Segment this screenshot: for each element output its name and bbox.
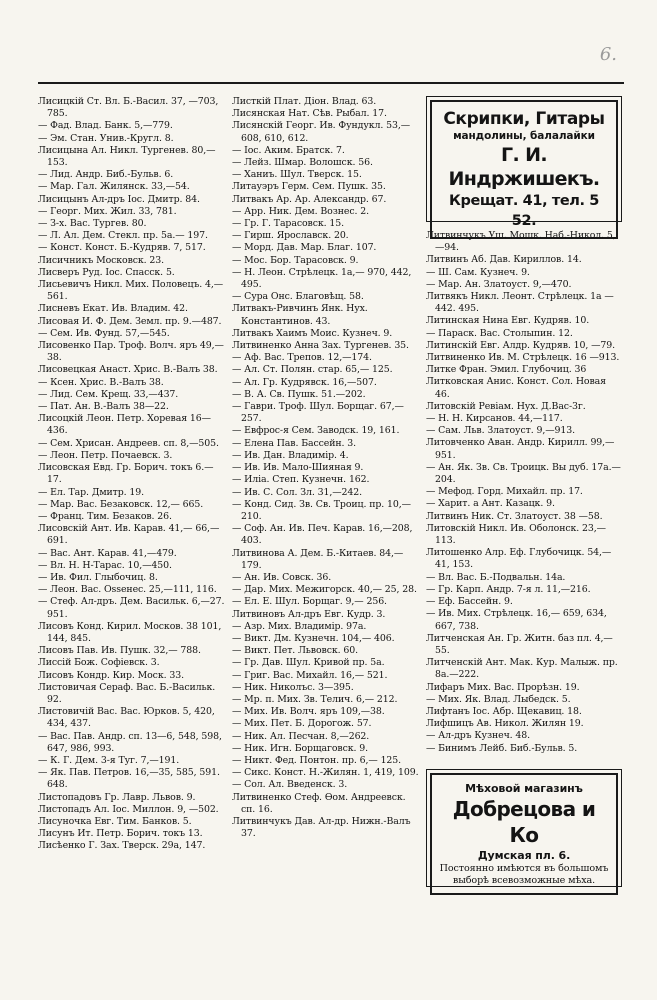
directory-entry: Литченская Ан. Гр. Житн. баз пл. 4,—55.: [426, 632, 613, 656]
directory-entry: — Морд. Дав. Мар. Благ. 107.: [232, 242, 377, 254]
directory-entry: — Сура Онс. Благовѣщ. 58.: [232, 291, 364, 303]
directory-entry: — Георг. Мих. Жил. 33, 781.: [38, 205, 177, 217]
ad-furs-body: Постоянно имѣются въ большомъ выборѣ всевозможные мѣха.: [439, 862, 609, 886]
directory-entry: Литковская Анис. Конст. Сол. Новая 46.: [426, 376, 606, 400]
directory-entry: — Лид. Андр. Биб.-Бульв. 6.: [38, 169, 174, 181]
directory-entry: — Фад. Влад. Банк. 5,—779.: [38, 120, 173, 132]
directory-entry: Лисовъ Пав. Ив. Пушк. 32,— 788.: [38, 645, 201, 657]
directory-entry: Литвякъ Никл. Леонт. Стрѣлецк. 1а —442. 495.: [426, 291, 614, 315]
directory-entry: — Мос. Бор. Тарасовск. 9.: [232, 254, 359, 266]
directory-entry: Лифтанъ Іос. Абр. Щекавиц. 18.: [426, 705, 582, 717]
directory-entry: Лисовъ Кондр. Кир. Моск. 33.: [38, 669, 184, 681]
directory-entry: Лисовскій Ант. Ив. Карав. 41,— 66,—691.: [38, 523, 220, 547]
directory-entry: Литке Фран. Эмил. Глубочиц. 36: [426, 364, 587, 376]
directory-entry: — Григ. Вас. Михайл. 16,— 521.: [232, 669, 388, 681]
directory-entry: Лисицына Ал. Никл. Тургенев. 80,—153.: [38, 144, 216, 169]
ad-violins-subline: мандолины, балалайки: [453, 130, 595, 142]
directory-entry: Лисьевичъ Никл. Мих. Половецъ. 4,—561.: [38, 279, 224, 303]
directory-entry: — Викт. Пет. Львовск. 60.: [232, 645, 358, 657]
directory-entry: Лисовецкая Анаст. Хрис. В.-Валъ 38.: [38, 364, 218, 376]
directory-entry: — Сем. Хрисан. Андреев. сп. 8,—505.: [38, 437, 219, 449]
directory-entry: — Сол. Ал. Введенск. 3.: [232, 779, 348, 791]
directory-entry: — Евфрос-я Сем. Заводск. 19, 161.: [232, 425, 400, 437]
directory-entry: Литвинчукъ Дав. Ал-др. Нижн.-Валъ 37.: [232, 815, 411, 840]
directory-entry: Листкій Плат. Діон. Влад. 63.: [232, 96, 377, 107]
directory-entry: Литошенко Алр. Еф. Глубочицк. 54,—41, 153.: [426, 547, 612, 571]
directory-entry: Литвинъ Аб. Дав. Кириллов. 14.: [426, 254, 582, 266]
directory-entry: Литинская Нина Евг. Кудряв. 10.: [426, 315, 590, 327]
directory-entry: — Ел. Е. Шул. Борщаг. 9,— 256.: [232, 596, 387, 608]
directory-entry: — Лейз. Шмар. Волошск. 56.: [232, 157, 373, 169]
directory-entry: Литвинъ Ник. Ст. Златоуст. 38 —58.: [426, 510, 603, 522]
directory-column-3: [426, 96, 622, 887]
directory-entry: — Ал. Ст. Полян. стар. 65,— 125.: [232, 364, 393, 376]
directory-entry: — Ханиъ. Шул. Тверск. 15.: [232, 169, 362, 181]
directory-entry: — Вл. Вас. Б.-Подвальн. 14а.: [426, 571, 566, 583]
directory-entry: — Азр. Мих. Владимір. 97а.: [232, 620, 367, 632]
directory-entry: Литвакъ-Ривчинъ Янк. Нух. Константинов. 43.: [232, 303, 368, 327]
directory-column-1: [38, 96, 226, 853]
directory-entry: — Ник. Ал. Песчан. 8,—262.: [232, 730, 370, 742]
directory-entry: — В. А. Св. Пушк. 51.—202.: [232, 388, 366, 400]
directory-entry: — Ал-дръ Кузнеч. 48.: [426, 730, 531, 742]
directory-entry: Лисунъ Ит. Петр. Борич. токъ 13.: [38, 828, 203, 840]
directory-entry: — Стеф. Ал-дръ. Дем. Васильк. 6,—27. 951.: [38, 596, 225, 620]
directory-entry: Литченскій Ант. Мак. Кур. Малыж. пр. 8а.—222.: [426, 657, 618, 681]
directory-entry: — Мар. Ан. Златоуст. 9,—470.: [426, 278, 572, 290]
directory-entry: Лисянскій Георг. Ив. Фундукл. 53,—608, 610, 612.: [232, 120, 411, 144]
fur-shop-ad: [426, 769, 622, 887]
directory-entry: — Елена Пав. Бассейн. 3.: [232, 437, 357, 449]
directory-entry: — Л. Ал. Дем. Стекл. пр. 5а.— 197.: [38, 230, 208, 242]
directory-entry: — Мар. Вас. Безаковск. 12,— 665.: [38, 498, 204, 510]
directory-entry: Литовченко Аван. Андр. Кирилл. 99,—951.: [426, 437, 615, 461]
top-rule: [38, 82, 624, 84]
directory-entry: — Вас. Пав. Андр. сп. 13—6, 548, 598, 647, 986, 993.: [38, 730, 222, 754]
directory-entry: Лисицкій Ст. Вл. Б.-Васил. 37, —703, 785.: [38, 96, 219, 120]
directory-entry: Лисверъ Руд. Іос. Спасск. 5.: [38, 266, 175, 278]
directory-column-2: [232, 96, 420, 840]
directory-entry: Лисовая И. Ф. Дем. Земл. пр. 9.—487.: [38, 315, 222, 327]
directory-entry: — Н. Леон. Стрѣлецк. 1а,— 970, 442, 495.: [232, 266, 412, 291]
directory-entry: Лисовъ Конд. Кирил. Москов. 38 101, 144, 845.: [38, 620, 222, 644]
directory-entry: Листовичая Сераф. Вас. Б.-Васильк. 92.: [38, 681, 216, 705]
directory-entry: — Н. Н. Кирсанов. 44,—117.: [426, 413, 563, 425]
directory-entry: — Ан. Ив. Совск. 36.: [232, 571, 332, 583]
directory-entry: — Эм. Стан. Унив.-Кругл. 8.: [38, 132, 174, 144]
directory-entry: — Харит. а Ант. Казацк. 9.: [426, 498, 555, 510]
directory-entry: — Конд. Сид. Зв. Св. Троиц. пр. 10,—210.: [232, 498, 411, 522]
directory-entry: — Леон. Петр. Почаевск. 3.: [38, 449, 173, 461]
directory-entry: — Сем. Ив. Фунд. 57,—545.: [38, 327, 170, 339]
directory-entry: Литвакъ Хаимъ Моис. Кузнеч. 9.: [232, 327, 393, 339]
directory-entry: Лисовенко Пар. Троф. Волч. яръ 49,—38.: [38, 340, 224, 364]
corner-mark: 6.: [599, 44, 617, 65]
directory-entry: Лисовская Евд. Гр. Борич. токъ 6.—17.: [38, 462, 214, 486]
directory-entry: Литвиненко Стеф. Ѳом. Андреевск. сп. 16.: [232, 791, 406, 815]
directory-entry: — Ан. Як. Зв. Св. Троицк. Вы дуб. 17а.—204.: [426, 461, 621, 486]
directory-entry: Листовичій Вас. Вас. Юрков. 5, 420, 434, 437.: [38, 706, 215, 730]
directory-entry: — Франц. Тим. Безаков. 26.: [38, 510, 172, 522]
directory-entry: — Ив. Мих. Стрѣлецк. 16,— 659, 634, 667, 738.: [426, 608, 607, 632]
directory-entry: — Гр. Г. Тарасовск. 15.: [232, 218, 344, 230]
directory-entry: Лифшицъ Ав. Никол. Жилян 19.: [426, 718, 584, 730]
directory-entry: — Арр. Ник. Дем. Вознес. 2.: [232, 205, 369, 217]
directory-entry: Литвинчукъ Уш. Мошк. Наб.-Никол. 5,—94.: [426, 230, 616, 254]
directory-entry: — Гр. Дав. Шул. Кривой пр. 5а.: [232, 657, 385, 669]
directory-entry: — Мр. п. Мих. Зв. Телич. 6,— 212.: [232, 693, 398, 705]
directory-entry: Лисѣенко Г. Зах. Тверск. 29а, 147.: [38, 840, 206, 852]
directory-entry: — Соф. Ан. Ив. Печ. Карав. 16,—208, 403.: [232, 523, 413, 547]
directory-entry: — Никт. Фед. Понтон. пр. 6,— 125.: [232, 754, 402, 766]
directory-entry: — Ш. Сам. Кузнеч. 9.: [426, 266, 530, 278]
directory-entry: Лисневъ Екат. Ив. Владим. 42.: [38, 303, 188, 315]
directory-entry: Литовскій Ревіам. Нух. Д.Вас-3г.: [426, 400, 586, 412]
directory-entry: — Дар. Мих. Межигорск. 40,— 25, 28.: [232, 584, 417, 596]
directory-entry: — Сикс. Конст. Н.-Жилян. 1, 419, 109.: [232, 767, 419, 779]
directory-entry: — Лид. Сем. Крещ. 33,—437.: [38, 388, 179, 400]
ad-violins-name: Г. И. Индржишекъ.: [448, 144, 600, 190]
directory-entry: — Мар. Гал. Жилянск. 33,—54.: [38, 181, 190, 193]
directory-entry: — Ив. С. Сол. Зл. 31,—242.: [232, 486, 362, 498]
ad-furs-address: Думская пл. 6.: [477, 848, 571, 862]
directory-entry: — Ник. Игн. Борщаговск. 9.: [232, 742, 368, 754]
directory-entry: — Конст. Конст. Б.-Кудряв. 7, 517.: [38, 242, 206, 254]
directory-entry: — Мефод. Горд. Михайл. пр. 17.: [426, 486, 583, 498]
directory-entry: — Гирш. Ярославск. 20.: [232, 230, 349, 242]
directory-entry: — Мих. Пет. Б. Дорогож. 57.: [232, 718, 372, 730]
directory-entry: — Як. Пав. Петров. 16,—35, 585, 591. 648.: [38, 767, 220, 791]
directory-entry: Литвиновъ Ал-дръ Евг. Кудр. 3.: [232, 608, 386, 620]
violin-shop-ad: [426, 96, 622, 229]
directory-entry: Лифаръ Мих. Вас. Прорѣзн. 19.: [426, 681, 580, 693]
directory-entry: Литвиненко Анна Зах. Тургенев. 35.: [232, 340, 409, 352]
directory-entry: — Ив. Ив. Мало-Шияная 9.: [232, 462, 364, 474]
directory-entry: — Гр. Карп. Андр. 7-я л. 11,—216.: [426, 583, 591, 595]
directory-entry: — Ник. Николъс. 3—395.: [232, 681, 354, 693]
directory-entry: — Мих. Як. Влад. Лыбедск. 5.: [426, 693, 571, 705]
directory-entry: Литвакъ Ар. Ар. Александр. 67.: [232, 193, 387, 205]
directory-entry: — Вас. Ант. Карав. 41,—479.: [38, 547, 177, 559]
directory-entry: — К. Г. Дем. 3-я Туг. 7,—191.: [38, 754, 180, 766]
directory-entry: — Мих. Ив. Волч. яръ 109,—38.: [232, 706, 385, 718]
directory-entry: Листопадовъ Гр. Лавр. Львов. 9.: [38, 791, 196, 803]
directory-entry: — Сам. Льв. Златоуст. 9,—913.: [426, 425, 575, 437]
directory-entry: Лисоцкій Леон. Петр. Хоревая 16—436.: [38, 413, 211, 437]
directory-entry: — Ал. Гр. Кудрявск. 16,—507.: [232, 376, 377, 388]
directory-entry: — Бинимъ Лейб. Биб.-Бульв. 5.: [426, 742, 578, 754]
directory-entry: Литауэръ Герм. Сем. Пушк. 35.: [232, 181, 386, 193]
ad-violins-headline: Скрипки, Гитары: [443, 109, 605, 129]
directory-entry: Литовскій Никл. Ив. Оболонск. 23,—113.: [426, 522, 606, 547]
directory-entry: — Ив. Дан. Владимір. 4.: [232, 449, 349, 461]
directory-entry: — Параск. Вас. Столыпин. 12.: [426, 327, 573, 339]
directory-entry: Литинскій Евг. Алдр. Кудряв. 10, —79.: [426, 339, 616, 351]
directory-entry: — Вл. Н. Н-Тарас. 10,—450.: [38, 559, 172, 571]
directory-entry: Лисянская Нат. Сѣв. Рыбал. 17.: [232, 108, 387, 120]
directory-entry: — Аф. Вас. Трепов. 12,—174.: [232, 352, 372, 364]
directory-entry: Лисицынъ Ал-дръ Іос. Дмитр. 84.: [38, 193, 200, 205]
directory-entry: — Іос. Аким. Братск. 7.: [232, 144, 345, 156]
directory-entry: — Еф. Бассейн. 9.: [426, 596, 513, 608]
directory-entry: — Леон. Вас. Ossенес. 25,—111, 116.: [38, 584, 217, 596]
directory-entry: — Викт. Дм. Кузнечн. 104,— 406.: [232, 632, 395, 644]
directory-entry: Лисичникъ Московск. 23.: [38, 254, 165, 266]
directory-entry: — Ксен. Хрис. В.-Валъ 38.: [38, 376, 164, 388]
directory-entry: — Иліа. Степ. Кузнечн. 162.: [232, 474, 370, 486]
directory-entry: Литвинова А. Дем. Б.-Китаев. 84,—179.: [232, 547, 404, 571]
ad-furs-headline: Мѣховой магазинъ: [465, 781, 583, 795]
directory-entry: Литвиненко Ив. М. Стрѣлецк. 16 —913.: [426, 352, 620, 364]
directory-column-3-entries: [426, 230, 622, 755]
ad-furs-name: Добрецова и Ко: [452, 796, 596, 847]
directory-entry: Листопадъ Ал. Іос. Миллон. 9, —502.: [38, 803, 219, 815]
ad-violins-address: Крещат. 41, тел. 5 52.: [449, 193, 599, 229]
directory-entry: — Ел. Тар. Дмитр. 19.: [38, 486, 145, 498]
directory-entry: — Пат. Ан. В.-Валъ 38—22.: [38, 401, 169, 413]
directory-entry: Лисуночка Евг. Тим. Банков. 5.: [38, 815, 192, 827]
directory-entry: Лиссій Бож. Софіевск. 3.: [38, 657, 160, 669]
directory-entry: — З-х. Вас. Тургев. 80.: [38, 218, 147, 230]
directory-entry: — Гаври. Троф. Шул. Борщаг. 67,—257.: [232, 401, 404, 425]
directory-entry: — Ив. Фил. Глыбочиц. 8.: [38, 571, 158, 583]
